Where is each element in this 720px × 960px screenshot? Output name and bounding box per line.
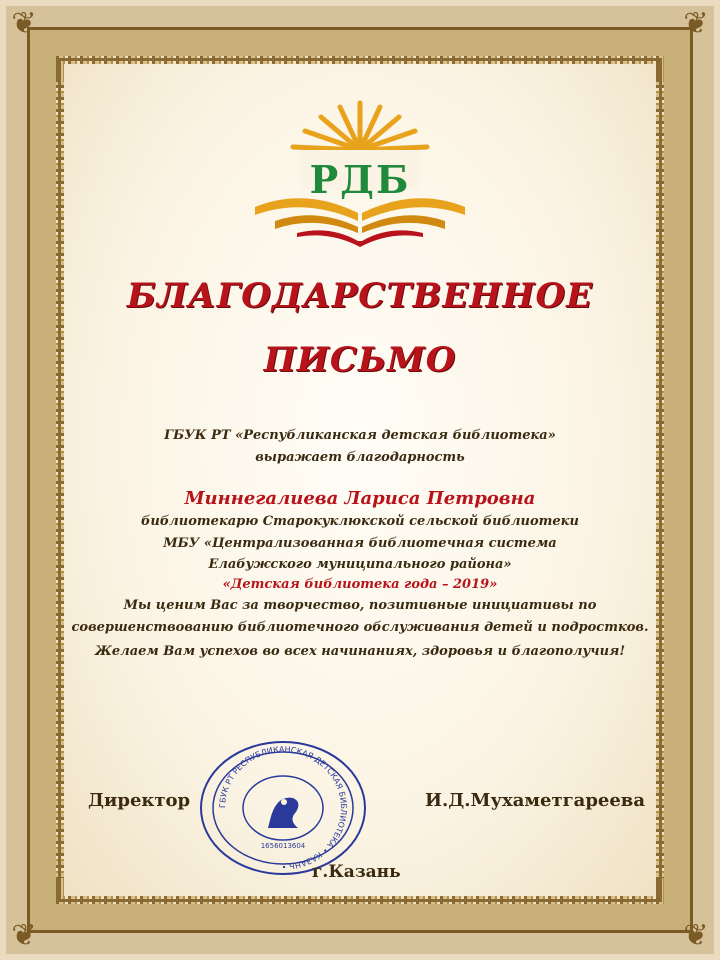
corner-ornament-icon: ❦ <box>683 6 709 41</box>
city-label: г.Казань <box>312 862 401 882</box>
organization-line-1: МБУ «Централизованная библиотечная система <box>163 536 557 551</box>
recipient-name: Миннегалиева Лариса Петровна <box>184 488 536 509</box>
recipient-role: библиотекарю Старокуклюкской сельской библиотеки <box>141 514 579 529</box>
certificate-subtitle: ПИСЬМО <box>263 340 457 380</box>
expresses-line: выражает благодарность <box>255 450 465 465</box>
director-name: И.Д.Мухаметгареева <box>425 790 645 811</box>
library-logo <box>245 95 475 250</box>
corner-ornament-icon: ❦ <box>11 918 37 953</box>
certificate-title: БЛАГОДАРСТВЕННОЕ <box>126 276 594 316</box>
corner-ornament-icon: ❦ <box>11 6 37 41</box>
official-stamp <box>198 740 368 876</box>
director-label: Директор <box>88 790 191 811</box>
stamp-seal-icon <box>198 740 368 876</box>
thanks-line-1: Мы ценим Вас за творчество, позитивные инициативы по <box>123 598 597 613</box>
wishes-line: Желаем Вам успехов во всех начинаниях, здоровья и благополучия! <box>94 644 626 659</box>
svg-text:ГБУК РТ РЕСПУБЛИКАНСКАЯ ДЕТСКА: ГБУК РТ РЕСПУБЛИКАНСКАЯ ДЕТСКАЯ БИБЛИОТЕКА • КАЗАНЬ • <box>217 744 349 872</box>
contest-title: «Детская библиотека года – 2019» <box>222 577 498 592</box>
corner-ornament-icon: ❦ <box>683 918 709 953</box>
svg-text:1656013604: 1656013604 <box>260 842 306 850</box>
issuer-line: ГБУК РТ «Республиканская детская библиотека» <box>164 428 556 443</box>
thanks-line-2: совершенствованию библиотечного обслуживания детей и подростков. <box>71 620 649 635</box>
logo-text: РДБ <box>309 157 411 202</box>
organization-line-2: Елабужского муниципального района» <box>208 557 512 572</box>
